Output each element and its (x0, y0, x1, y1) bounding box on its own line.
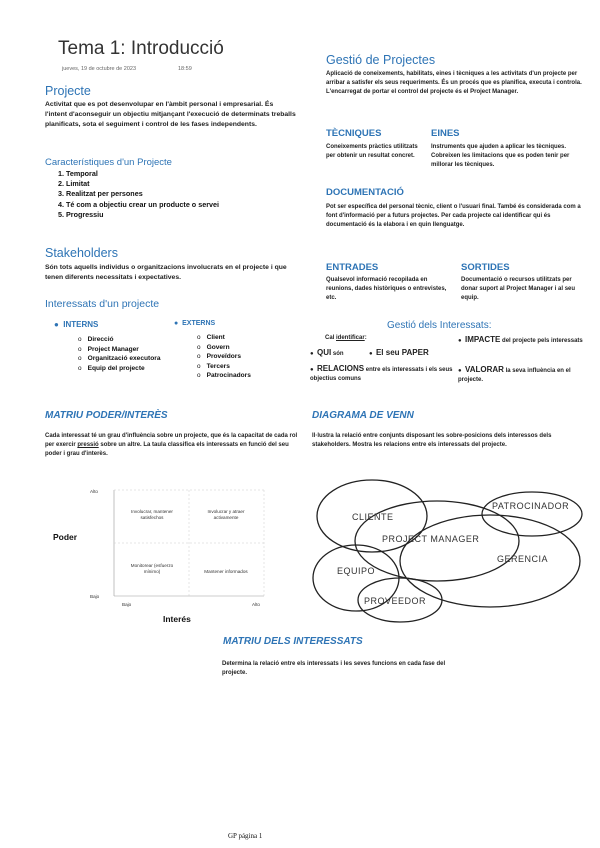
x-low-label: Bajo (122, 602, 132, 607)
entrades-heading: ENTRADES (326, 262, 379, 273)
y-low-label: Bajo (90, 594, 100, 599)
bullet-icon: ● (174, 320, 183, 327)
bullet-icon: ● (458, 368, 465, 374)
caracteristiques-list (45, 169, 219, 220)
gestio-item-impacte: ● IMPACTE del projecte pels interessats (458, 335, 583, 344)
matriu-interessats-heading: MATRIU DELS INTERESSATS (223, 636, 363, 647)
gestio-item-relacions: ● RELACIONS entre els interessats i els seus objectius comuns (310, 364, 453, 382)
list-item: o Client (197, 333, 251, 343)
chart-ylabel: Poder (53, 532, 78, 542)
stakeholders-heading: Stakeholders (45, 246, 118, 260)
page-footer: GP página 1 (228, 832, 263, 840)
venn-label-gerencia: GERENCIA (497, 554, 549, 564)
interns-list (78, 335, 160, 373)
venn-circle-gerencia (400, 515, 580, 607)
gestio-item-valorar: ● VALORAR la seva influència en el projecte. (458, 365, 571, 383)
page-time: 18:59 (178, 66, 192, 72)
gestio-projectes-text: Aplicació de coneixements, habilitats, eines i tècniques a les activitats d'un projecte per arribar a satisfer els seus requeriments. És un procés que es planifica, executa i controla. L'encarregat de portar el control del projecte és el Project Manager. (326, 71, 582, 95)
page-date: jueves, 19 de octubre de 2023 (62, 66, 137, 72)
eines-text: Instruments que ajuden a aplicar les tècniques. Cobreixen les limitacions que es poden tenir per millorar les tècniques. (431, 144, 570, 168)
externs-label: ● EXTERNS (174, 320, 216, 327)
quadrant-top-left-l1: Involucrar, mantener (131, 509, 173, 514)
venn-label-cliente: CLIENTE (352, 512, 394, 522)
interns-label: ● INTERNS (54, 320, 99, 329)
gestio-interessats-heading: Gestió dels Interessats: (387, 320, 492, 331)
list-item: o Equip del projecte (78, 364, 160, 374)
matriu-interessats-text: Determina la relació entre els interessats i les seves funcions en cada fase del projecte. (222, 661, 446, 676)
interessats-heading: Interessats d'un projecte (45, 298, 160, 310)
gestio-item-paper: ● El seu PAPER (369, 348, 429, 357)
venn-label-equipo: EQUIPO (337, 566, 376, 576)
venn-label-proveedor: PROVEEDOR (364, 596, 427, 606)
poder-interes-matrix (86, 484, 271, 610)
list-item: o Direcció (78, 335, 160, 345)
stakeholders-text: Són tots aquells individus o organitzacions involucrats en el projecte i que tenen diferents necessitats i expectatives. (45, 264, 287, 281)
page-title: Tema 1: Introducció (58, 38, 224, 59)
list-item: 1. Temporal (66, 169, 219, 179)
list-item: o Proveïdors (197, 352, 251, 362)
list-item: o Project Manager (78, 345, 160, 355)
documentacio-text: Pot ser específica del personal tècnic, client o l'usuari final. També és considerada com a font d'informació per a futurs projectes. Per cada projecte cal identificar qui és documentació és la elabora i en quin llenguatge. (326, 204, 581, 228)
list-item: o Govern (197, 343, 251, 353)
tecniques-heading: TÈCNIQUES (326, 128, 382, 139)
quadrant-bottom-right: Mantener informados (204, 569, 248, 574)
list-item: 5. Progressiu (66, 210, 219, 220)
list-item: o Organització executora (78, 354, 160, 364)
venn-text: Il·lustra la relació entre conjunts disposant les sobre-posicions dels interessos dels stakeholders. Mostra les relacions entre els interessats del projecte. (312, 433, 552, 448)
documentacio-heading: DOCUMENTACIÓ (326, 187, 404, 198)
sortides-heading: SORTIDES (461, 262, 510, 273)
bullet-icon: ● (310, 351, 317, 357)
list-item: 4. Té com a objectiu crear un producte o servei (66, 200, 219, 210)
quadrant-bottom-left-l1: Monitorear (esfuerzo (130, 563, 174, 568)
bullet-icon: ● (310, 367, 317, 373)
x-high-label: Alto (252, 602, 260, 607)
bullet-icon: ● (458, 338, 465, 344)
projecte-heading: Projecte (45, 84, 91, 98)
matriu-poder-text: Cada interessat té un grau d'influència sobre un projecte, que és la capacitat de cada rol per exercir pressió sobre un altre. La taula classifica els interessats en funció del seu poder i grau d'interès. (45, 433, 298, 457)
list-item: 2. Limitat (66, 179, 219, 189)
gestio-projectes-heading: Gestió de Projectes (326, 53, 436, 67)
sortides-text: Documentació o recursos utilitzats per donar suport al Project Manager i al seu equip. (461, 277, 576, 301)
quadrant-bottom-left-l2: mínimo) (143, 569, 161, 574)
venn-label-patrocinador: PATROCINADOR (492, 501, 570, 511)
gestio-item-qui: ● QUI són (310, 348, 344, 357)
matriu-poder-heading: MATRIU PODER/INTERÈS (45, 410, 168, 421)
list-item: o Patrocinadors (197, 371, 251, 381)
y-high-label: Alto (90, 489, 98, 494)
quadrant-top-right-l1: Involucrar y atraer (207, 509, 245, 514)
chart-xlabel: Interés (163, 614, 191, 624)
gestio-interessats-cal: Cal identificar: (325, 335, 367, 341)
venn-label-project-manager: PROJECT MANAGER (382, 534, 480, 544)
externs-list (197, 333, 251, 381)
quadrant-top-right-l2: activamente (213, 515, 239, 520)
bullet-icon: ● (369, 351, 376, 357)
projecte-text: Activitat que es pot desenvolupar en l'àmbit personal i empresarial. És l'intent d'aconseguir un objectiu mitjançant l'execució de determinats treballs planificats, sota el seguiment i control de les fases independents. (45, 101, 296, 128)
list-item: 3. Realitzat per persones (66, 189, 219, 199)
quadrant-top-left-l2: satisfechos (140, 515, 164, 520)
list-item: o Tercers (197, 362, 251, 372)
venn-diagram (312, 476, 588, 626)
eines-heading: EINES (431, 128, 460, 139)
tecniques-text: Coneixements pràctics utilitzats per obtenir un resultat concret. (326, 144, 418, 159)
venn-heading: DIAGRAMA DE VENN (312, 410, 414, 421)
caracteristiques-heading: Característiques d'un Projecte (45, 157, 172, 168)
bullet-icon: ● (54, 320, 64, 329)
entrades-text: Qualsevol informació recopilada en reunions, dades històriques o entrevistes, etc. (326, 277, 447, 301)
